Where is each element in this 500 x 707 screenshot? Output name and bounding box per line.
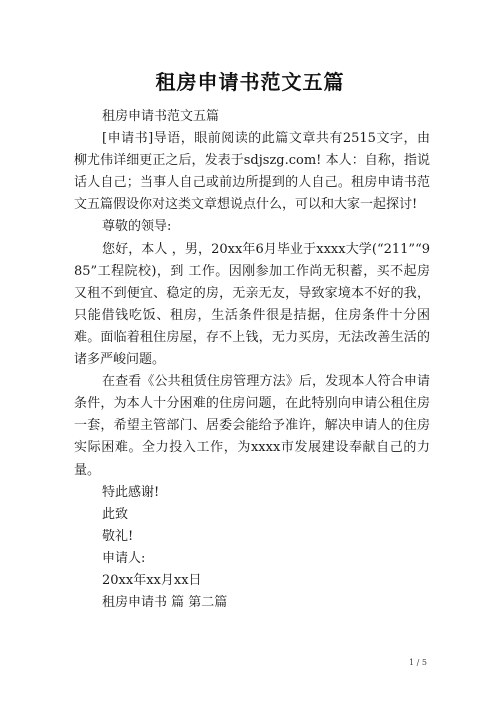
paragraph-subtitle: 租房申请书范文五篇 (102, 109, 220, 124)
page-number: 1 / 5 (409, 658, 427, 667)
document-title: 租房申请书范文五篇 (155, 70, 345, 94)
paragraph-body-2: 在查看《公共租赁住房管理方法》后，发现本人符合申请条件，为本人十分困难的住房问题，在此特别向申请公租住房一套，希望主管部门、居委会能给予准许，解决申请人的住房实际困难。全力投入工作，为xxxx市发展建设奉献自己的力量。 (74, 374, 430, 478)
paragraph-applicant: 申请人: (102, 550, 146, 566)
paragraph-date: 20xx年xx月xx日 (102, 572, 202, 588)
paragraph-salutation: 尊敬的领导: (102, 219, 172, 235)
document-body (74, 106, 430, 614)
paragraph-body-1: 您好，本人 ，男，20xx年6月毕业于xxxx大学(“211”“985”工程院校)，到 工作。因刚参加工作尚无积蓄，买不起房又租不到便宜、稳定的房，无亲无友，导致家境本不好的我，只能借钱吃饭、租房，生活条件很是拮据，住房条件十分困难。面临着租住房屋，存不上钱，无力买房，无法改善生活的诸多严峻问题。 (74, 241, 430, 368)
paragraph-intro: [申请书]导语，眼前阅读的此篇文章共有2515文字，由柳尤伟详细更正之后，发表于sdjszg.com! 本人：自称，指说话人自己；当事人自己或前边所提到的人自己。租房申请书范文五篇假设你对这类文章想说点什么，可以和大家一起探讨! (74, 131, 430, 213)
paragraph-closing-1: 此致 (102, 506, 129, 522)
paragraph-closing-2: 敬礼! (102, 528, 134, 544)
paragraph-next-heading: 租房申请书 篇 第二篇 (102, 595, 228, 611)
paragraph-thanks: 特此感谢! (102, 484, 160, 500)
